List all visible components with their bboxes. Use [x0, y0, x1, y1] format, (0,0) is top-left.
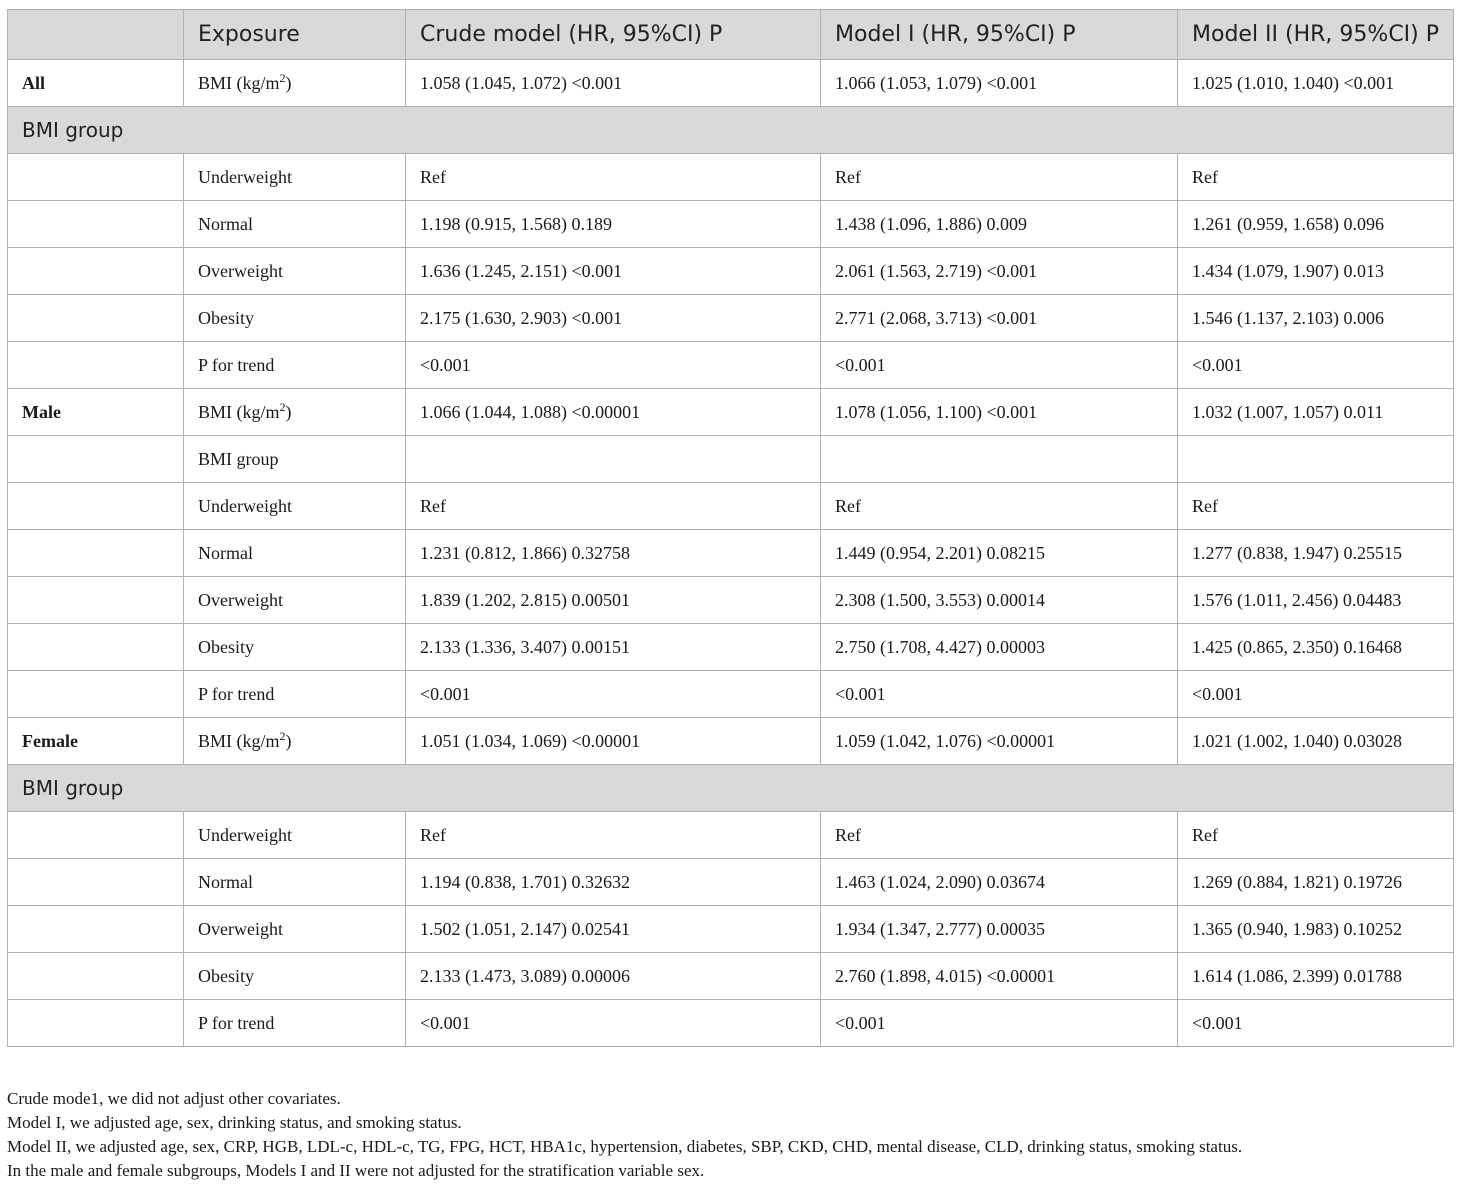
table-row	[8, 342, 1454, 389]
group-label	[8, 812, 184, 859]
group-label	[8, 859, 184, 906]
table-row	[8, 389, 1454, 436]
exposure-label: Obesity	[184, 624, 406, 671]
table-row	[8, 295, 1454, 342]
header-group	[8, 10, 184, 60]
cell-model-2: <0.001	[1178, 671, 1454, 718]
table-row	[8, 436, 1454, 483]
cell-model-1: 2.771 (2.068, 3.713) <0.001	[821, 295, 1178, 342]
cell-crude: <0.001	[406, 671, 821, 718]
exposure-label: Underweight	[184, 154, 406, 201]
cell-model-2: Ref	[1178, 483, 1454, 530]
section-row	[8, 107, 1454, 154]
exposure-label: Normal	[184, 530, 406, 577]
group-label: Male	[8, 389, 184, 436]
section-row	[8, 765, 1454, 812]
cell-model-1: 1.066 (1.053, 1.079) <0.001	[821, 60, 1178, 107]
group-label	[8, 342, 184, 389]
exposure-label: Obesity	[184, 953, 406, 1000]
exposure-label: Overweight	[184, 248, 406, 295]
header-model-1: Model I (HR, 95%CI) P	[821, 10, 1178, 60]
cell-model-2: 1.365 (0.940, 1.983) 0.10252	[1178, 906, 1454, 953]
exposure-label: Overweight	[184, 577, 406, 624]
cell-model-2: 1.021 (1.002, 1.040) 0.03028	[1178, 718, 1454, 765]
cell-model-1: Ref	[821, 812, 1178, 859]
cell-model-2: Ref	[1178, 154, 1454, 201]
cell-model-1: Ref	[821, 483, 1178, 530]
cell-model-1: <0.001	[821, 1000, 1178, 1047]
cell-crude: Ref	[406, 483, 821, 530]
cell-model-1: 2.308 (1.500, 3.553) 0.00014	[821, 577, 1178, 624]
group-label	[8, 671, 184, 718]
table-row	[8, 859, 1454, 906]
cell-crude: 1.839 (1.202, 2.815) 0.00501	[406, 577, 821, 624]
footnote-crude: Crude mode1, we did not adjust other covariates.	[7, 1089, 341, 1108]
table-row	[8, 953, 1454, 1000]
cell-model-1: <0.001	[821, 342, 1178, 389]
cell-crude: 1.194 (0.838, 1.701) 0.32632	[406, 859, 821, 906]
cell-crude: Ref	[406, 812, 821, 859]
cell-model-2: <0.001	[1178, 342, 1454, 389]
group-label	[8, 1000, 184, 1047]
cell-model-2: 1.025 (1.010, 1.040) <0.001	[1178, 60, 1454, 107]
cell-model-1: 2.061 (1.563, 2.719) <0.001	[821, 248, 1178, 295]
cell-model-1: 2.760 (1.898, 4.015) <0.00001	[821, 953, 1178, 1000]
cell-model-1: Ref	[821, 154, 1178, 201]
cell-crude: 1.066 (1.044, 1.088) <0.00001	[406, 389, 821, 436]
table-row	[8, 812, 1454, 859]
group-label: Female	[8, 718, 184, 765]
table-row	[8, 906, 1454, 953]
exposure-label: Obesity	[184, 295, 406, 342]
cell-crude: 2.175 (1.630, 2.903) <0.001	[406, 295, 821, 342]
cell-model-1: 1.463 (1.024, 2.090) 0.03674	[821, 859, 1178, 906]
group-label	[8, 577, 184, 624]
table-row	[8, 201, 1454, 248]
table-header-row	[8, 10, 1454, 60]
exposure-label: Normal	[184, 201, 406, 248]
cell-model-2: 1.269 (0.884, 1.821) 0.19726	[1178, 859, 1454, 906]
group-label	[8, 624, 184, 671]
table-row	[8, 1000, 1454, 1047]
cell-crude: Ref	[406, 154, 821, 201]
footnote-model-2: Model II, we adjusted age, sex, CRP, HGB, LDL-c, HDL-c, TG, FPG, HCT, HBA1c, hypertension, diabetes, SBP, CKD, CHD, mental disease, CLD, drinking status, smoking status.	[7, 1137, 1243, 1156]
exposure-bmi: BMI $(kg/m^2)$	[184, 389, 406, 436]
footnote-subgroups: In the male and female subgroups, Models I and II were not adjusted for the stratification variable sex.	[7, 1161, 705, 1180]
cell-crude: 1.198 (0.915, 1.568) 0.189	[406, 201, 821, 248]
cell-model-1: 1.449 (0.954, 2.201) 0.08215	[821, 530, 1178, 577]
table-row	[8, 483, 1454, 530]
cell-crude: <0.001	[406, 1000, 821, 1047]
exposure-label: P for trend	[184, 1000, 406, 1047]
table-row	[8, 577, 1454, 624]
header-exposure: Exposure	[184, 10, 406, 60]
cell-model-1: 1.059 (1.042, 1.076) <0.00001	[821, 718, 1178, 765]
cell-crude: 1.636 (1.245, 2.151) <0.001	[406, 248, 821, 295]
table-footnotes	[7, 1087, 1453, 1183]
exposure-bmi: BMI $(kg/m^2)$	[184, 60, 406, 107]
header-crude-model: Crude model (HR, 95%CI) P	[406, 10, 821, 60]
cell-model-2: 1.546 (1.137, 2.103) 0.006	[1178, 295, 1454, 342]
table-row	[8, 530, 1454, 577]
group-label	[8, 201, 184, 248]
cell-crude: 1.231 (0.812, 1.866) 0.32758	[406, 530, 821, 577]
cell-crude: 1.058 (1.045, 1.072) <0.001	[406, 60, 821, 107]
exposure-label: Normal	[184, 859, 406, 906]
exposure-label: Overweight	[184, 906, 406, 953]
cell-model-1: 2.750 (1.708, 4.427) 0.00003	[821, 624, 1178, 671]
cell-crude: 1.051 (1.034, 1.069) <0.00001	[406, 718, 821, 765]
cell-model-2: 1.277 (0.838, 1.947) 0.25515	[1178, 530, 1454, 577]
cell-model-2: 1.614 (1.086, 2.399) 0.01788	[1178, 953, 1454, 1000]
table-row	[8, 624, 1454, 671]
cell-model-2: 1.576 (1.011, 2.456) 0.04483	[1178, 577, 1454, 624]
group-label	[8, 530, 184, 577]
table-row	[8, 248, 1454, 295]
group-label	[8, 248, 184, 295]
exposure-label: P for trend	[184, 671, 406, 718]
exposure-bmi: BMI $(kg/m^2)$	[184, 718, 406, 765]
cell-model-1: 1.934 (1.347, 2.777) 0.00035	[821, 906, 1178, 953]
group-label	[8, 483, 184, 530]
cell-crude: 2.133 (1.473, 3.089) 0.00006	[406, 953, 821, 1000]
cell-model-2: 1.261 (0.959, 1.658) 0.096	[1178, 201, 1454, 248]
table-row	[8, 154, 1454, 201]
table-row	[8, 671, 1454, 718]
group-label: All	[8, 60, 184, 107]
cell-model-1: 1.078 (1.056, 1.100) <0.001	[821, 389, 1178, 436]
footnote-model-1: Model I, we adjusted age, sex, drinking status, and smoking status.	[7, 1113, 462, 1132]
section-label: BMI group	[8, 765, 1454, 812]
header-model-2: Model II (HR, 95%CI) P	[1178, 10, 1454, 60]
cell-crude	[406, 436, 821, 483]
cell-model-1: <0.001	[821, 671, 1178, 718]
cell-crude: 2.133 (1.336, 3.407) 0.00151	[406, 624, 821, 671]
cell-model-2: <0.001	[1178, 1000, 1454, 1047]
group-label	[8, 154, 184, 201]
group-label	[8, 953, 184, 1000]
cell-model-2	[1178, 436, 1454, 483]
cell-model-1: 1.438 (1.096, 1.886) 0.009	[821, 201, 1178, 248]
cell-model-1	[821, 436, 1178, 483]
table-row	[8, 718, 1454, 765]
exposure-label: BMI group	[184, 436, 406, 483]
table-row	[8, 60, 1454, 107]
group-label	[8, 295, 184, 342]
cell-model-2: 1.032 (1.007, 1.057) 0.011	[1178, 389, 1454, 436]
cell-crude: <0.001	[406, 342, 821, 389]
exposure-label: P for trend	[184, 342, 406, 389]
group-label	[8, 906, 184, 953]
cell-model-2: Ref	[1178, 812, 1454, 859]
group-label	[8, 436, 184, 483]
exposure-label: Underweight	[184, 483, 406, 530]
section-label: BMI group	[8, 107, 1454, 154]
exposure-label: Underweight	[184, 812, 406, 859]
cell-model-2: 1.425 (0.865, 2.350) 0.16468	[1178, 624, 1454, 671]
results-table	[7, 9, 1454, 1047]
cell-model-2: 1.434 (1.079, 1.907) 0.013	[1178, 248, 1454, 295]
cell-crude: 1.502 (1.051, 2.147) 0.02541	[406, 906, 821, 953]
